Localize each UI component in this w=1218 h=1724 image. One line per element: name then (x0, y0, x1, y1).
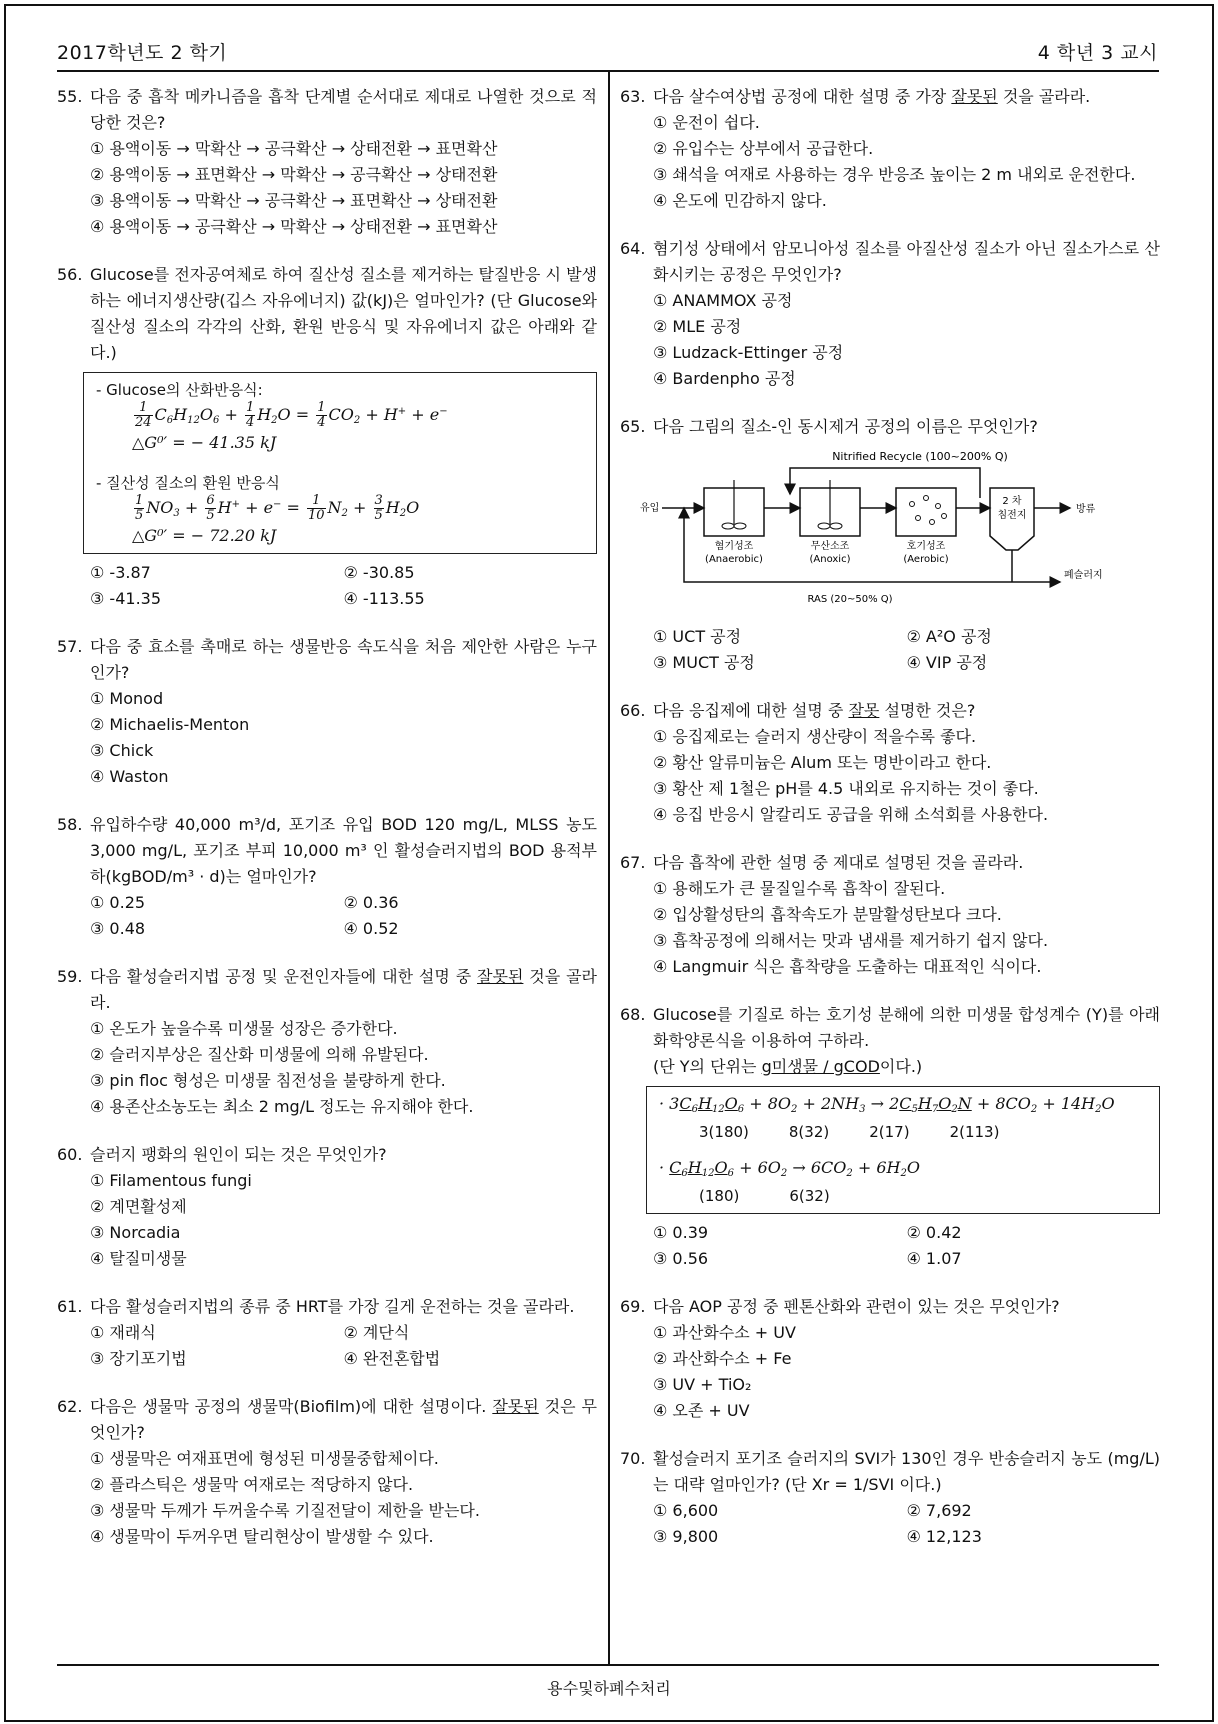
question-number: 60. (57, 1145, 83, 1164)
header-semester: 2017학년도 2 학기 (57, 42, 228, 64)
question-text: 혐기성 상태에서 암모니아성 질소를 아질산성 질소가 아닌 질소가스로 산화시키는 공정은 무엇인가? (653, 239, 1160, 284)
option[interactable]: ④ 탈질미생물 (90, 1249, 187, 1268)
question-text: 다음 중 흡착 메카니즘을 흡착 단계별 순서대로 제대로 나열한 것으로 적당한 것은? (90, 87, 597, 132)
option[interactable]: ③ 황산 제 1철은 pH를 4.5 내외로 유지하는 것이 좋다. (653, 779, 1039, 798)
question-68 (620, 1002, 1160, 1272)
question-number: 59. (57, 967, 83, 986)
option[interactable]: ① 용액이동 → 막확산 → 공극확산 → 상태전환 → 표면확산 (90, 139, 498, 158)
question-69 (620, 1294, 1160, 1424)
option[interactable]: ① ANAMMOX 공정 (653, 291, 793, 310)
option[interactable]: ④ Bardenpho 공정 (653, 369, 796, 388)
right-column (620, 84, 1160, 1572)
question-note: (단 Y의 단위는 g미생물 / gCOD이다.) (653, 1057, 923, 1076)
option[interactable]: ① Filamentous fungi (90, 1171, 252, 1190)
question-text: 활성슬러지 포기조 슬러지의 SVI가 130인 경우 반송슬러지 농도 (mg/L)는 대략 얼마인가? (단 Xr = 1/SVI 이다.) (653, 1449, 1160, 1494)
question-55 (57, 84, 597, 240)
option[interactable]: ② 용액이동 → 표면확산 → 막확산 → 공극확산 → 상태전환 (90, 165, 498, 184)
clarifier-label-2: 침전지 (997, 510, 1027, 521)
option[interactable]: ③ MUCT 공정 (653, 653, 755, 672)
option[interactable]: ④ 완전혼합법 (343, 1349, 441, 1368)
inflow-label: 유입 (640, 503, 660, 514)
option[interactable]: ④ Waston (90, 767, 169, 786)
anoxic-label: 무산소조 (810, 541, 850, 552)
question-number: 63. (620, 87, 646, 106)
waste-sludge-label: 폐슬러지 (1064, 570, 1103, 581)
option[interactable]: ① 0.25 (90, 893, 146, 912)
nitrate-delta-g: △G⁰′ = − 72.20 kJ (132, 526, 277, 545)
option[interactable]: ③ 용액이동 → 막확산 → 공극확산 → 표면확산 → 상태전환 (90, 191, 498, 210)
header-period: 4 학년 3 교시 (1037, 42, 1158, 64)
option[interactable]: ③ 0.56 (653, 1249, 709, 1268)
anaerobic-label: 혐기성조 (714, 541, 754, 552)
option[interactable]: ① UCT 공정 (653, 627, 742, 646)
question-number: 64. (620, 239, 646, 258)
question-56 (57, 262, 597, 612)
question-text: 다음 그림의 질소-인 동시제거 공정의 이름은 무엇인가? (653, 417, 1038, 436)
option[interactable]: ④ 온도에 민감하지 않다. (653, 191, 827, 210)
question-70 (620, 1446, 1160, 1550)
aerobic-label: 호기성조 (906, 541, 946, 552)
question-text: 다음 활성슬러지법 공정 및 운전인자들에 대한 설명 중 잘못된 것을 골라라. (90, 967, 597, 1012)
option[interactable]: ② 황산 알류미늄은 Alum 또는 명반이라고 한다. (653, 753, 992, 772)
glucose-delta-g: △G⁰′ = − 41.35 kJ (132, 433, 277, 452)
process-diagram (620, 446, 1160, 614)
option[interactable]: ② MLE 공정 (653, 317, 742, 336)
option[interactable]: ③ Chick (90, 741, 154, 760)
question-text: 다음은 생물막 공정의 생물막(Biofilm)에 대한 설명이다. 잘못된 것은 무엇인가? (90, 1397, 597, 1442)
question-number: 61. (57, 1297, 83, 1316)
question-63 (620, 84, 1160, 214)
option[interactable]: ② 0.36 (343, 893, 399, 912)
reaction-box (83, 372, 597, 554)
glucose-oxidation-title: - Glucose의 산화반응식: (96, 381, 263, 399)
option[interactable]: ② 계면활성제 (90, 1197, 187, 1216)
option[interactable]: ① -3.87 (90, 563, 151, 582)
option[interactable]: ② 7,692 (906, 1501, 972, 1520)
option[interactable]: ③ 장기포기법 (90, 1349, 187, 1368)
option[interactable]: ③ 흡착공정에 의해서는 맛과 냄새를 제거하기 쉽지 않다. (653, 931, 1049, 950)
option[interactable]: ③ 0.48 (90, 919, 146, 938)
question-number: 57. (57, 637, 83, 656)
question-text: 다음 활성슬러지법의 종류 중 HRT를 가장 길게 운전하는 것을 골라라. (90, 1297, 575, 1316)
question-text: 슬러지 팽화의 원인이 되는 것은 무엇인가? (90, 1145, 387, 1164)
question-57 (57, 634, 597, 790)
option[interactable]: ② 과산화수소 + Fe (653, 1349, 792, 1368)
question-58 (57, 812, 597, 942)
stoichiometry-box (646, 1086, 1160, 1214)
question-61 (57, 1294, 597, 1372)
question-text: 다음 중 효소를 촉매로 하는 생물반응 속도식을 처음 제안한 사람은 누구인가? (90, 637, 597, 682)
question-text: Glucose를 기질로 하는 호기성 분해에 의한 미생물 합성계수 (Y)를 아래 화학양론식을 이용하여 구하라. (653, 1005, 1160, 1050)
option[interactable]: ③ 쇄석을 여재로 사용하는 경우 반응조 높이는 2 m 내외로 운전한다. (653, 165, 1136, 184)
option[interactable]: ④ 0.52 (343, 919, 399, 938)
recycle-line (790, 468, 980, 498)
question-67 (620, 850, 1160, 980)
question-number: 68. (620, 1005, 646, 1024)
question-text: 다음 응집제에 대한 설명 중 잘못 설명한 것은? (653, 701, 976, 720)
option[interactable]: ② 슬러지부상은 질산화 미생물에 의해 유발된다. (90, 1045, 429, 1064)
question-number: 65. (620, 417, 646, 436)
question-text: 다음 살수여상법 공정에 대한 설명 중 가장 잘못된 것을 골라라. (653, 87, 1091, 106)
option[interactable]: ③ 생물막 두께가 두꺼울수록 기질전달이 제한을 받는다. (90, 1501, 480, 1520)
question-text: 유입하수량 40,000 m³/d, 포기조 유입 BOD 120 mg/L, MLSS 농도 3,000 mg/L, 포기조 부피 10,000 m³ 인 활성슬러지법의 BOD 용적부하(kgBOD/m³ · d)는 얼마인가? (90, 815, 597, 886)
question-number: 62. (57, 1397, 83, 1416)
option[interactable]: ② 0.42 (906, 1223, 962, 1242)
nitrified-recycle-label: Nitrified Recycle (100~200% Q) (832, 450, 1008, 463)
question-64 (620, 236, 1160, 392)
option[interactable]: ① 6,600 (653, 1501, 719, 1520)
option[interactable]: ③ Norcadia (90, 1223, 181, 1242)
option[interactable]: ④ 12,123 (906, 1527, 982, 1546)
option[interactable]: ④ Langmuir 식은 흡착량을 도출하는 대표적인 식이다. (653, 957, 1042, 976)
question-text: 다음 AOP 공정 중 펜톤산화와 관련이 있는 것은 무엇인가? (653, 1297, 1060, 1316)
question-62 (57, 1394, 597, 1550)
question-number: 55. (57, 87, 83, 106)
footer-subject: 용수및하폐수처리 (547, 1679, 671, 1698)
option[interactable]: ① 과산화수소 + UV (653, 1323, 796, 1342)
synthesis-equation: · $3C_6H_{12}O_6 + 8O_2 + 2NH_3 \to 2C_5H_7O_2N + 8CO_2 + 14H_2O$ (659, 1094, 1115, 1115)
option[interactable]: ④ 용액이동 → 공극확산 → 막확산 → 상태전환 → 표면확산 (90, 217, 498, 236)
left-column (57, 84, 597, 1572)
question-number: 66. (620, 701, 646, 720)
question-66 (620, 698, 1160, 828)
option[interactable]: ① 용해도가 큰 물질일수록 흡착이 잘된다. (653, 879, 946, 898)
option[interactable]: ① Monod (90, 689, 164, 708)
option[interactable]: ① 재래식 (90, 1323, 156, 1342)
footer-divider (57, 1664, 1159, 1666)
option[interactable]: ④ 응집 반응시 알칼리도 공급을 위해 소석회를 사용한다. (653, 805, 1049, 824)
option[interactable]: ③ pin floc 형성은 미생물 침전성을 불량하게 한다. (90, 1071, 446, 1090)
option[interactable]: ④ -113.55 (343, 589, 425, 608)
ras-label: RAS (20~50% Q) (807, 594, 893, 605)
option[interactable]: ① 생물막은 여재표면에 형성된 미생물중합체이다. (90, 1449, 439, 1468)
option[interactable]: ④ 생물막이 두꺼우면 탈리현상이 발생할 수 있다. (90, 1527, 434, 1546)
question-text: 다음 흡착에 관한 설명 중 제대로 설명된 것을 골라라. (653, 853, 1024, 872)
option[interactable]: ③ Ludzack-Ettinger 공정 (653, 343, 844, 362)
oxidation-equation: · $C_6H_{12}O_6 + 6O_2 \to 6CO_2 + 6H_2O$ (659, 1158, 920, 1179)
aerobic-en-label: (Aerobic) (903, 554, 949, 565)
question-60 (57, 1142, 597, 1272)
option[interactable]: ② Michaelis-Menton (90, 715, 250, 734)
question-number: 69. (620, 1297, 646, 1316)
option[interactable]: ② -30.85 (343, 563, 415, 582)
synthesis-weights: 3(180) 8(32) 2(17) 2(113) (699, 1123, 1000, 1141)
question-text: Glucose를 전자공여체로 하여 질산성 질소를 제거하는 탈질반응 시 발생하는 에너지생산량(깁스 자유에너지) 값(kJ)은 얼마인가? (단 Glucose와 질산성 질소의 각각의 산화, 환원 반응식 및 자유에너지 값은 아래와 같다.) (90, 265, 597, 362)
option[interactable]: ③ -41.35 (90, 589, 162, 608)
column-divider (608, 72, 610, 1664)
option[interactable]: ③ UV + TiO₂ (653, 1375, 752, 1394)
glucose-oxidation-equation: $\frac{1}{24}$ $C_6H_{12}O_6$ + $\frac{1}{4}$ $H_2O$ = $\frac{1}{4}$ $CO_2 + H^+ + e^-$ (135, 400, 448, 430)
option[interactable]: ② 계단식 (343, 1323, 410, 1342)
option[interactable]: ③ 9,800 (653, 1527, 719, 1546)
option[interactable]: ① 운전이 쉽다. (653, 113, 760, 132)
option[interactable]: ④ 오존 + UV (653, 1401, 750, 1420)
question-number: 58. (57, 815, 83, 834)
option[interactable]: ④ VIP 공정 (906, 653, 988, 672)
option[interactable]: ① 0.39 (653, 1223, 709, 1242)
anoxic-en-label: (Anoxic) (809, 554, 851, 565)
option[interactable]: ① 온도가 높을수록 미생물 성장은 증가한다. (90, 1019, 398, 1038)
option[interactable]: ① 응집제로는 슬러지 생산량이 적을수록 좋다. (653, 727, 977, 746)
oxidation-weights: (180) 6(32) (699, 1187, 830, 1205)
anaerobic-en-label: (Anaerobic) (705, 554, 763, 565)
question-59 (57, 964, 597, 1120)
question-number: 56. (57, 265, 83, 284)
option[interactable]: ② 입상활성탄의 흡착속도가 분말활성탄보다 크다. (653, 905, 1002, 924)
clarifier-label-1: 2 차 (1002, 496, 1022, 507)
nitrate-reduction-equation: $\frac{1}{5}$ $NO_3$ + $\frac{6}{5}$ H+ + e− = $\frac{1}{10}$ $N_2$ + $\frac{3}{5}$ $H_2O$ (135, 493, 420, 523)
option[interactable]: ② 플라스틱은 생물막 여재로는 적당하지 않다. (90, 1475, 414, 1494)
outflow-label: 방류 (1076, 504, 1096, 515)
option[interactable]: ② 유입수는 상부에서 공급한다. (653, 139, 874, 158)
option[interactable]: ② A²O 공정 (906, 627, 992, 646)
question-number: 70. (620, 1449, 646, 1468)
option[interactable]: ④ 1.07 (906, 1249, 962, 1268)
nitrate-reduction-title: - 질산성 질소의 환원 반응식 (96, 474, 280, 492)
option[interactable]: ④ 용존산소농도는 최소 2 mg/L 정도는 유지해야 한다. (90, 1097, 474, 1116)
question-65 (620, 414, 1160, 676)
question-number: 67. (620, 853, 646, 872)
